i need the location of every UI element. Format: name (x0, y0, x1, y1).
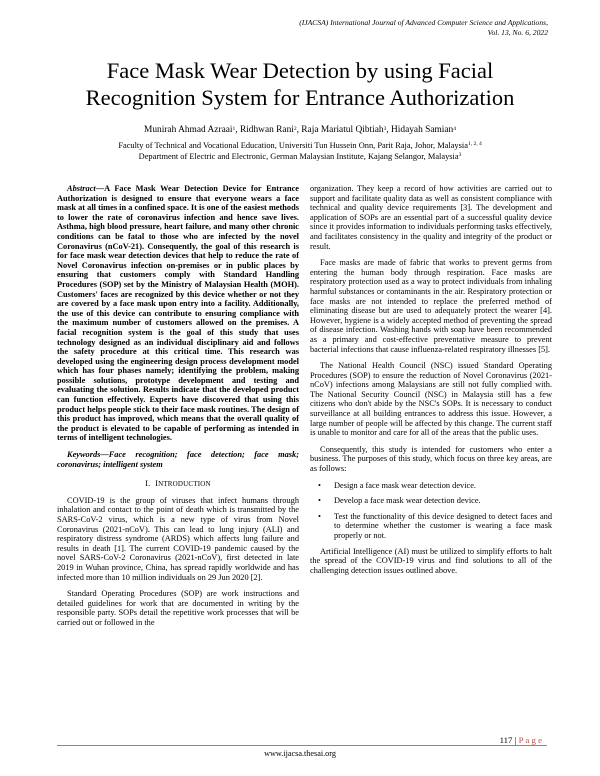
list-item-text: Design a face mask wear detection device. (334, 480, 477, 490)
title-line-2: Recognition System for Entrance Authorization (85, 85, 515, 110)
author-sup: 3 (383, 126, 387, 132)
body-paragraph-2: Face masks are made of fabric that works to prevent germs from entering the human body through respiration. Face masks are respiratory protection used as a way to protect individuals from inhaling harmful substances or contaminants in the air. Respiratory protection or face masks are not intended to replace the preferred method of eliminating disease but are used to adequately protect the wearer [4]. However, hygiene is a widely accepted method of preventing the spread of disease infection. Washing hands with soap have been recommended as a primary and cost-effective preventative measure to prevent bacterial infections that cause influenza-related respiratory illnesses [5]. (310, 258, 552, 354)
body-paragraph-4: Consequently, this study is intended for customers who enter a business. The purposes of this study, which focus on three key areas, are as follows: (310, 444, 552, 474)
section-initial: I (155, 479, 159, 489)
affiliation-1 (40, 140, 560, 151)
body-paragraph-1: organization. They keep a record of how activities are carried out to support and facilitate quality data as well as consistent compliance with technical and quality device requirements [3]. The development and application of SOPs are an essential part of a successful quality device since it provides information to individuals performing tasks effectively, and facilitates consistency in the quality and integrity of the product or result. (310, 184, 552, 251)
abstract-text: —A Face Mask Wear Detection Device for Entrance Authorization is designed to ensure that everyone wears a face mask at all times in a confined space. It is one of the easiest methods to lower the rate of coronavirus infection and hence save lives. Asthma, high blood pressure, heart failure, and many other chronic conditions can be fatal to those who are infected by the novel Coronavirus (nCoV-21). Consequently, the goal of this research is for face mask wear detection devices that help to reduce the rate of Novel Coronavirus infection on-premises or in public places by ensuring that customers comply with Standard Handling Procedures (SOP) set by the Ministry of Malaysian Health (MOH). Customers' faces are recognized by this device whether or not they are covered by a face mask upon entry into a facility. Additionally, the use of this device can contribute to ensuring compliance with the maximum number of customers allowed on the premises. A facial recognition system is the goal of this study that uses technology designed as an individual disciplinary aid and follows the safety procedure at this critical time. This research was developed using the engineering design process development model which has four phases namely; identifying the problem, making possible solutions, prototype development and testing and evaluating the solution. Results indicate that the developed product can function effectively. Experts have discovered that using this product helps people stick to their face mask routines. The design of this product has improved, which means that the overall quality of the product is elevated to be capable of performing as intended in terms of intelligent technologies. (57, 184, 299, 443)
paper-title (40, 57, 560, 111)
list-item-text: Test the functionality of this device designed to detect faces and to determine whether the customer is wearing a face mask properly or not. (334, 511, 552, 540)
page-label: P a g e (518, 735, 542, 745)
author-name: Ridhwan Rani (239, 125, 294, 135)
footer-divider (57, 745, 547, 746)
list-item-text: Develop a face mask wear detection device. (334, 496, 481, 506)
author-name: Munirah Ahmad Azraai (143, 125, 233, 135)
author-list: Munirah Ahmad Azraai$^1$, Ridhwan Rani$^2$, Raja Mariatul Qibtiah$^3$, Hidayah Samian$^4$ (143, 125, 456, 135)
body-paragraph-5: Artificial Intelligence (AI) must be utilized to simplify efforts to halt the spread of the COVID-19 virus and find solutions to all of the challenging detection issues outlined above. (310, 546, 552, 575)
intro-paragraph-2: Standard Operating Procedures (SOP) are work instructions and detailed guidelines for work that are documented in writing by the responsible party. SOPs detail the repetitive work processes that will be carried out or followed in the (57, 589, 299, 627)
author-sup: 4 (453, 126, 456, 132)
page-number (500, 735, 542, 745)
list-item (310, 496, 552, 506)
section-numeral: I. (145, 479, 151, 489)
affiliation-1-text: Faculty of Technical and Vocational Education, Universiti Tun Hussein Onn, Parit Raja, Johor, Malaysia (118, 141, 468, 150)
author-name: Raja Mariatul Qibtiah (301, 125, 384, 135)
author-sup: 2 (293, 126, 297, 132)
page-separator: | (512, 735, 519, 745)
journal-line-1: (IJACSA) International Journal of Advanced Computer Science and Applications, (299, 18, 548, 27)
journal-line-2: Vol. 13, No. 6, 2022 (487, 27, 548, 37)
bullet-icon: • (318, 480, 321, 490)
affiliation-1-sup: 1, 2, 4 (467, 141, 482, 147)
intro-paragraph-1: COVID-19 is the group of viruses that infect humans through inhalation and contact to the point of death which is transmitted by the SARS-CoV-2 virus, which is a new type of virus from Novel Coronavirus (2021-nCoV). This can lead to lung injury (ALI) and respiratory distress syndrome (ARDS) which affects lung failure and results in death [1]. The current COVID-19 pandemic caused by the novel SARS-CoV-2 Coronavirus (2021-nCoV), first detected in late 2019 in Wuhan province, China, has spread rapidly worldwide and has infected more than 10 million individuals on 29 Jun 2020 [2]. (57, 495, 299, 582)
author-sup: 1 (232, 126, 236, 132)
keywords: Keywords—Face recognition; face detection; face mask; coronavirus; intelligent system (57, 450, 299, 469)
abstract-lead: Abstract (67, 184, 96, 193)
body-paragraph-3: The National Health Council (NSC) issued Standard Operating Procedures (SOP) to ensure the reduction of Novel Coronavirus (2021-nCoV) infections among Malaysians are still not fully complied with. The National Security Council (NSC) in Malaysia still has a few citizens who don't abide by the NSC's SOPs. It is necessary to conduct surveillance at all building entrances to address this issue. However, a large number of people will be affected by this change. The current staff is unable to monitor and care for all of the areas that the public uses. (310, 361, 552, 438)
journal-header (128, 18, 548, 37)
bullet-icon: • (318, 511, 321, 521)
abstract (57, 184, 299, 443)
page-number-value: 117 (499, 735, 513, 745)
title-line-1: Face Mask Wear Detection by using Facial (106, 58, 494, 83)
left-column (57, 184, 299, 635)
affiliation-2-sup: 3 (458, 152, 462, 158)
section-heading-introduction (57, 479, 299, 490)
footer-url[interactable]: www.ijacsa.thesai.org (264, 749, 336, 758)
bullet-icon: • (318, 496, 321, 506)
section-title-rest: NTRODUCTION (158, 480, 211, 489)
objectives-list (310, 481, 552, 541)
author-name: Hidayah Samian (391, 125, 454, 135)
affiliations (40, 140, 560, 162)
list-item (310, 481, 552, 491)
list-item (310, 512, 552, 541)
affiliation-2-text: Department of Electric and Electronic, German Malaysian Institute, Kajang Selangor, Malaysia (138, 152, 459, 161)
right-column (310, 184, 552, 582)
affiliation-2 (40, 151, 560, 162)
